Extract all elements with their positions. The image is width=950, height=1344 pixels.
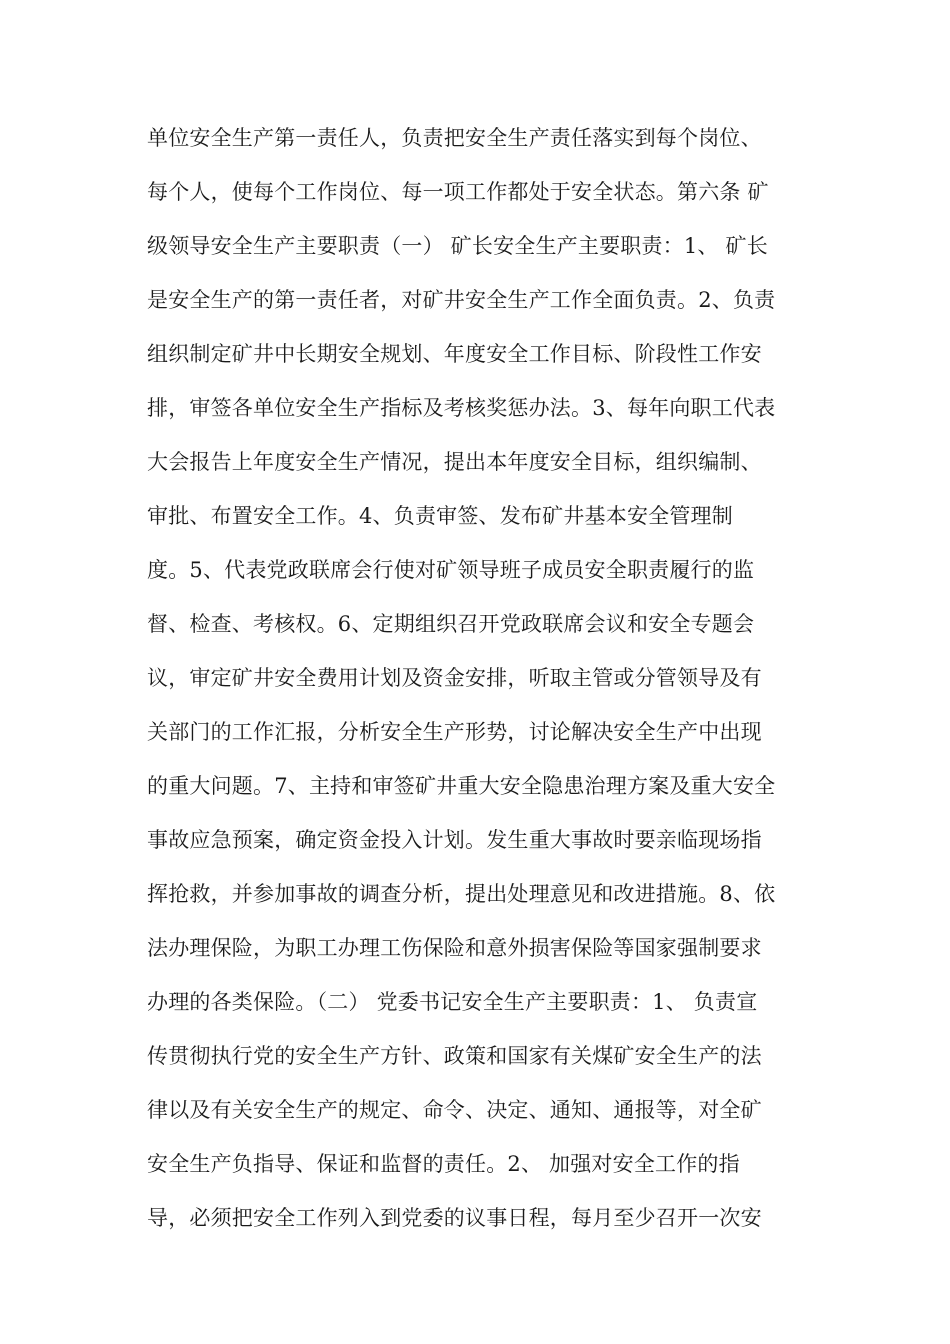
text-line: 每个人，使每个工作岗位、每一项工作都处于安全状态。第六条 矿 [147,180,769,204]
text-line: 审批、布置安全工作。4、负责审签、发布矿井基本安全管理制 [147,504,733,528]
text-line: 办理的各类保险。（二） 党委书记安全生产主要职责：1、 负责宣 [147,990,758,1014]
text-line: 单位安全生产第一责任人，负责把安全生产责任落实到每个岗位、 [147,126,762,150]
text-line: 是安全生产的第一责任者，对矿井安全生产工作全面负责。2、负责 [147,288,776,312]
text-line: 大会报告上年度安全生产情况，提出本年度安全目标，组织编制、 [147,450,762,474]
text-line: 挥抢救，并参加事故的调查分析，提出处理意见和改进措施。8、依 [147,882,776,906]
text-line: 级领导安全生产主要职责（一） 矿长安全生产主要职责：1、 矿长 [147,234,768,258]
text-line: 督、检查、考核权。6、定期组织召开党政联席会议和安全专题会 [147,612,755,636]
text-line: 组织制定矿井中长期安全规划、年度安全工作目标、阶段性工作安 [147,342,762,366]
text-line: 议，审定矿井安全费用计划及资金安排，听取主管或分管领导及有 [147,666,762,690]
text-line: 排，审签各单位安全生产指标及考核奖惩办法。3、每年向职工代表 [147,396,776,420]
body-text [147,118,817,1252]
text-line: 安全生产负指导、保证和监督的责任。2、 加强对安全工作的指 [147,1152,740,1176]
text-line: 传贯彻执行党的安全生产方针、政策和国家有关煤矿安全生产的法 [147,1044,762,1068]
text-line: 法办理保险，为职工办理工伤保险和意外损害保险等国家强制要求 [147,936,762,960]
text-line: 事故应急预案，确定资金投入计划。发生重大事故时要亲临现场指 [147,828,762,852]
text-line: 律以及有关安全生产的规定、命令、决定、通知、通报等，对全矿 [147,1098,762,1122]
text-line: 的重大问题。7、主持和审签矿井重大安全隐患治理方案及重大安全 [147,774,776,798]
text-line: 关部门的工作汇报，分析安全生产形势，讨论解决安全生产中出现 [147,720,762,744]
text-line: 导，必须把安全工作列入到党委的议事日程，每月至少召开一次安 [147,1206,762,1230]
text-line: 度。5、代表党政联席会行使对矿领导班子成员安全职责履行的监 [147,558,755,582]
